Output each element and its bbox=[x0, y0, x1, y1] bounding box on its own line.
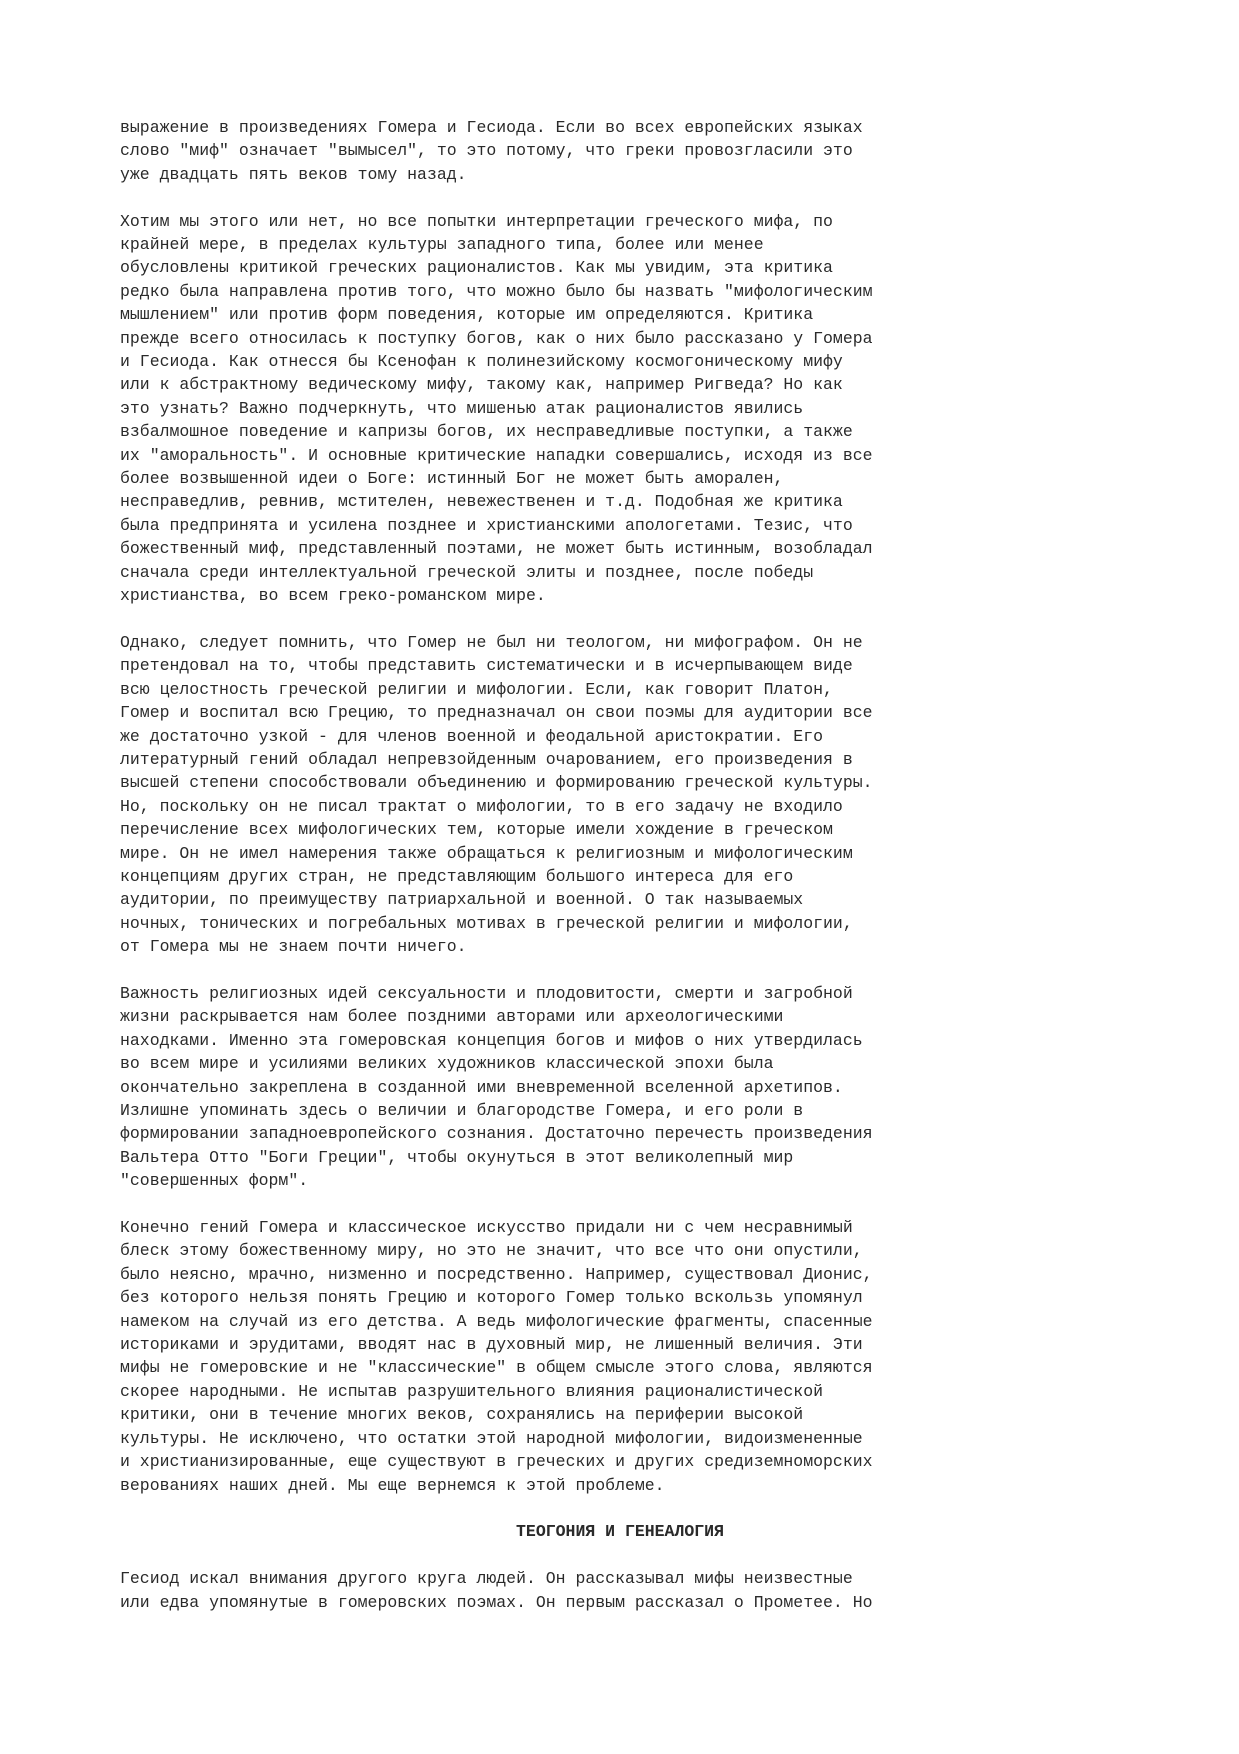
text-line: претендовал на то, чтобы представить систематически и в исчерпывающем виде bbox=[120, 656, 853, 676]
text-line: Гесиод искал внимания другого круга людей. Он рассказывал мифы неизвестные bbox=[120, 1569, 853, 1589]
paragraph-5 bbox=[120, 1216, 1120, 1497]
text-line: критики, они в течение многих веков, сохранялись на периферии высокой bbox=[120, 1405, 804, 1425]
paragraph-6 bbox=[120, 1567, 1120, 1614]
text-line: их "аморальность". И основные критические нападки совершались, исходя из все bbox=[120, 445, 873, 465]
text-line: без которого нельзя понять Грецию и которого Гомер только вскользь упомянул bbox=[120, 1288, 863, 1308]
text-line: аудитории, по преимуществу патриархальной и военной. О так называемых bbox=[120, 890, 804, 910]
text-line: и Гесиода. Как отнесся бы Ксенофан к полинезийскому космогоническому мифу bbox=[120, 352, 843, 372]
text-line: была предпринята и усилена позднее и христианскими апологетами. Тезис, что bbox=[120, 515, 853, 535]
text-line: прежде всего относилась к поступку богов, как о них было рассказано у Гомера bbox=[120, 328, 873, 348]
text-line: формировании западноевропейского сознания. Достаточно перечесть произведения bbox=[120, 1124, 873, 1144]
text-line: более возвышенной идеи о Боге: истинный Бог не может быть аморален, bbox=[120, 469, 784, 489]
text-line: это узнать? Важно подчеркнуть, что мишенью атак рационалистов явились bbox=[120, 398, 804, 418]
text-line: выражение в произведениях Гомера и Гесиода. Если во всех европейских языках bbox=[120, 118, 863, 137]
text-line: верованиях наших дней. Мы еще вернемся к этой проблеме. bbox=[120, 1475, 665, 1495]
text-line: же достаточно узкой - для членов военной и феодальной аристократии. Его bbox=[120, 726, 824, 746]
text-line: христианства, во всем греко-романском мире. bbox=[120, 586, 546, 606]
section-heading: ТЕОГОНИЯ И ГЕНЕАЛОГИЯ bbox=[516, 1522, 724, 1542]
paragraph-4 bbox=[120, 982, 1120, 1193]
text-line: скорее народными. Не испытав разрушительного влияния рационалистической bbox=[120, 1381, 824, 1401]
text-line: взбалмошное поведение и капризы богов, их несправедливые поступки, а также bbox=[120, 422, 853, 442]
paragraph-1 bbox=[120, 116, 1120, 186]
text-line: крайней мере, в пределах культуры западного типа, более или менее bbox=[120, 235, 764, 255]
text-line: несправедлив, ревнив, мстителен, невежественен и т.д. Подобная же критика bbox=[120, 492, 843, 512]
text-line: было неясно, мрачно, низменно и посредственно. Например, существовал Дионис, bbox=[120, 1264, 873, 1284]
text-line: от Гомера мы не знаем почти ничего. bbox=[120, 937, 467, 957]
text-line: во всем мире и усилиями великих художников классической эпохи была bbox=[120, 1054, 774, 1074]
text-line: перечисление всех мифологических тем, которые имели хождение в греческом bbox=[120, 820, 833, 840]
text-line: или к абстрактному ведическому мифу, такому как, например Ригведа? Но как bbox=[120, 375, 843, 395]
text-line: окончательно закреплена в созданной ими вневременной вселенной архетипов. bbox=[120, 1077, 843, 1097]
text-line: блеск этому божественному миру, но это не значит, что все что они опустили, bbox=[120, 1241, 863, 1261]
text-line: Важность религиозных идей сексуальности и плодовитости, смерти и загробной bbox=[120, 983, 853, 1003]
text-line: обусловлены критикой греческих рационалистов. Как мы увидим, эта критика bbox=[120, 258, 833, 278]
text-line: слово "миф" означает "вымысел", то это потому, что греки провозгласили это bbox=[120, 141, 853, 161]
text-line: божественный миф, представленный поэтами, не может быть истинным, возобладал bbox=[120, 539, 873, 559]
text-line: высшей степени способствовали объединению и формированию греческой культуры. bbox=[120, 773, 873, 793]
text-line: мире. Он не имел намерения также обращаться к религиозным и мифологическим bbox=[120, 843, 853, 863]
text-line: мифы не гомеровские и не "классические" в общем смысле этого слова, являются bbox=[120, 1358, 873, 1378]
text-line: культуры. Не исключено, что остатки этой народной мифологии, видоизмененные bbox=[120, 1428, 863, 1448]
text-line: жизни раскрывается нам более поздними авторами или археологическими bbox=[120, 1007, 784, 1027]
text-line: или едва упомянутые в гомеровских поэмах. Он первым рассказал о Прометее. Но bbox=[120, 1592, 873, 1612]
text-line: Но, поскольку он не писал трактат о мифологии, то в его задачу не входило bbox=[120, 796, 843, 816]
text-line: всю целостность греческой религии и мифологии. Если, как говорит Платон, bbox=[120, 679, 833, 699]
text-line: ночных, тонических и погребальных мотивах в греческой религии и мифологии, bbox=[120, 913, 853, 933]
text-line: и христианизированные, еще существуют в греческих и других средиземноморских bbox=[120, 1452, 873, 1472]
text-line: редко была направлена против того, что можно было бы назвать "мифологическим bbox=[120, 281, 873, 301]
text-line: Конечно гений Гомера и классическое искусство придали ни с чем несравнимый bbox=[120, 1218, 853, 1238]
text-line: историками и эрудитами, вводят нас в духовный мир, не лишенный величия. Эти bbox=[120, 1335, 863, 1355]
text-line: Вальтера Отто "Боги Греции", чтобы окунуться в этот великолепный мир bbox=[120, 1147, 794, 1167]
text-line: сначала среди интеллектуальной греческой элиты и позднее, после победы bbox=[120, 562, 814, 582]
text-line: мышлением" или против форм поведения, которые им определяются. Критика bbox=[120, 305, 814, 325]
text-line: литературный гений обладал непревзойденным очарованием, его произведения в bbox=[120, 749, 853, 769]
text-line: Хотим мы этого или нет, но все попытки интерпретации греческого мифа, по bbox=[120, 211, 833, 231]
text-line: находками. Именно эта гомеровская концепция богов и мифов о них утвердилась bbox=[120, 1030, 863, 1050]
text-line: уже двадцать пять веков тому назад. bbox=[120, 164, 467, 184]
paragraph-3 bbox=[120, 631, 1120, 959]
text-line: концепциям других стран, не представляющим большого интереса для его bbox=[120, 866, 794, 886]
text-line: "совершенных форм". bbox=[120, 1171, 309, 1191]
text-line: Излишне упоминать здесь о величии и благородстве Гомера, и его роли в bbox=[120, 1101, 804, 1121]
text-line: Однако, следует помнить, что Гомер не был ни теологом, ни мифографом. Он не bbox=[120, 632, 863, 652]
text-line: Гомер и воспитал всю Грецию, то предназначал он свои поэмы для аудитории все bbox=[120, 703, 873, 723]
text-line: намеком на случай из его детства. А ведь мифологические фрагменты, спасенные bbox=[120, 1311, 873, 1331]
document-page bbox=[120, 116, 1120, 1637]
paragraph-2 bbox=[120, 210, 1120, 608]
